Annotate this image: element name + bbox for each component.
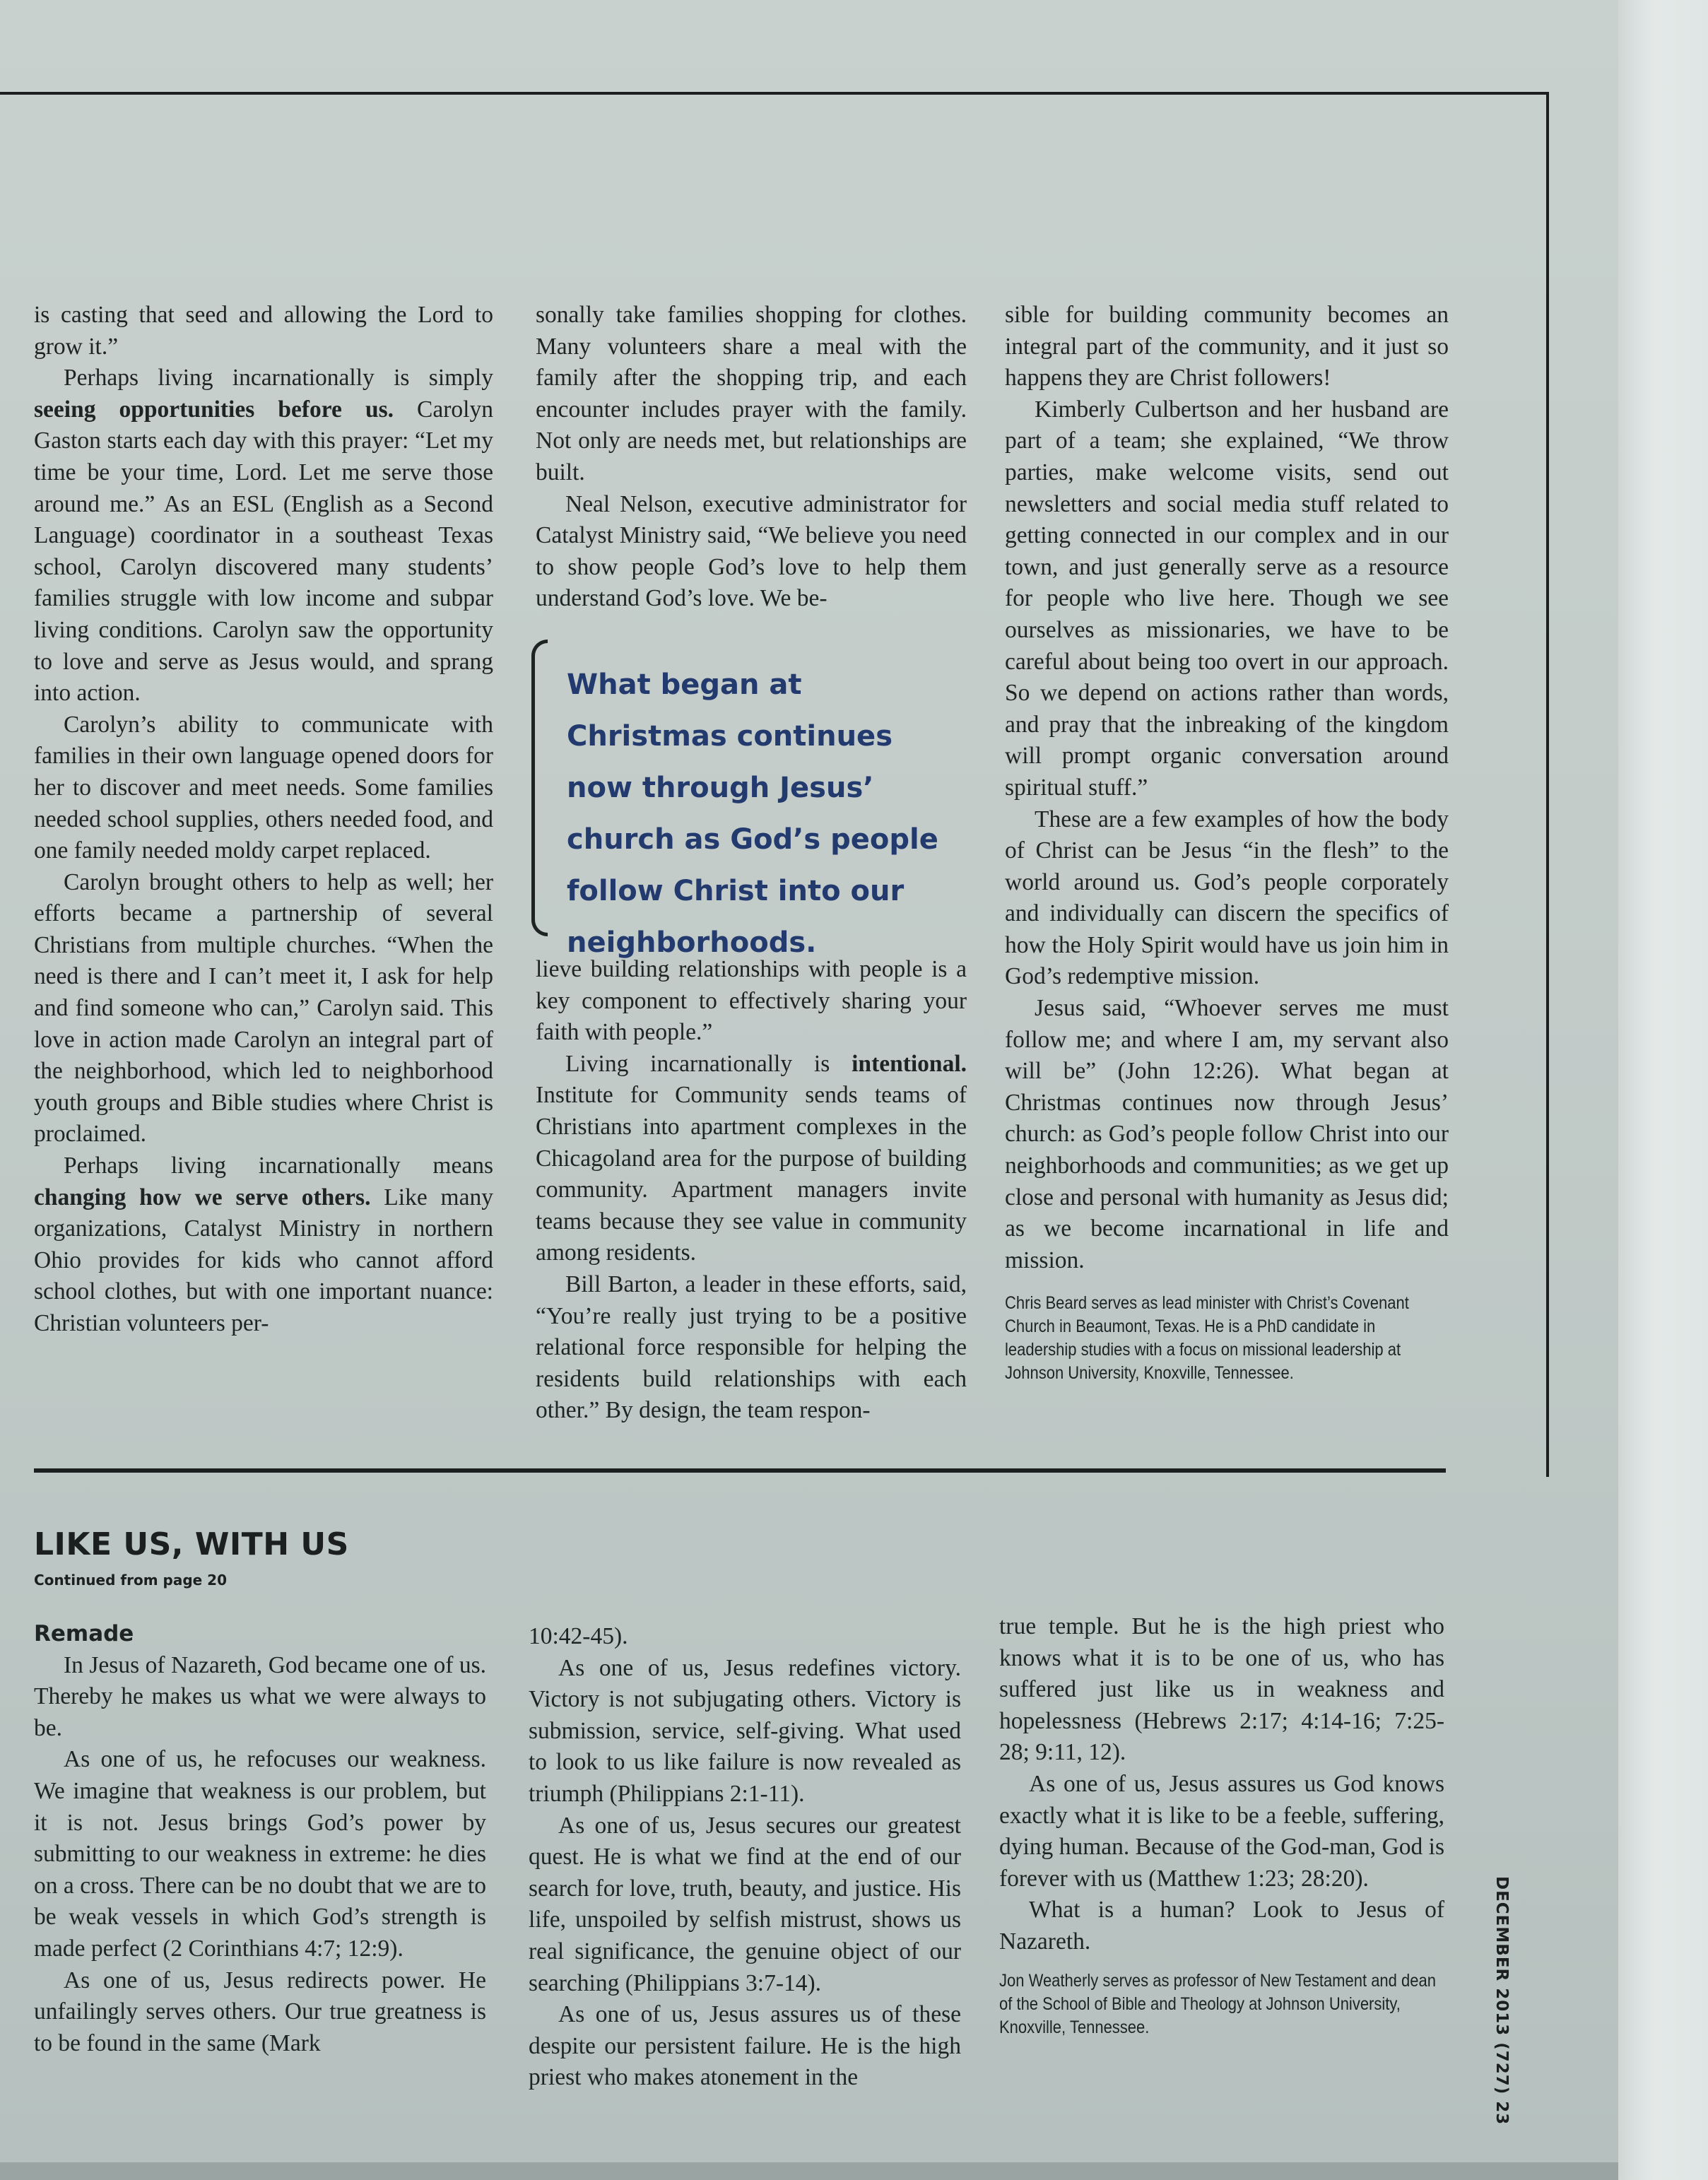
paragraph	[34, 363, 493, 709]
paragraph: What is a human? Look to Jesus of Nazareth.	[999, 1897, 1444, 1955]
top-article-column-2-lower	[536, 954, 967, 1427]
text-run: Institute for Community sends teams of Christians into apartment complexes in the Chicagoland area for the purpose of building community. Apartment managers invite teams because they see value in community among residents.	[536, 1082, 967, 1266]
paragraph: Neal Nelson, executive administrator for Catalyst Ministry said, “We believe you need to show people God’s love to help them understand God’s love. We be-	[536, 490, 967, 612]
text-run: Like many organizations, Catalyst Ministry in northern Ohio provides for kids who cannot afford school clothes, but with one important nuance: Christian volunteers per-	[34, 1184, 493, 1336]
paragraph: Bill Barton, a leader in these efforts, said, “You’re really just trying to be a positive relational force responsible for helping the residents build relationships with each other.” By design, the team respon-	[536, 1271, 967, 1424]
paragraph: true temple. But he is the high priest who knows what it is to be one of us, who has suffered just like us in weakness and hopelessness (Hebrews 2:17; 4:14-16; 7:25-28; 9:11, 12).	[999, 1613, 1444, 1766]
text-run: Living incarnationally is	[565, 1050, 830, 1077]
paragraph: As one of us, Jesus redefines victory. Victory is not subjugating others. Victory is submission, service, self-giving. What used to look to us like failure is now revealed as triumph (Philippians 2:1-11).	[529, 1654, 961, 1807]
bold-phrase: intentional.	[852, 1050, 967, 1077]
continued-note: Continued from page 20	[34, 1572, 227, 1589]
bottom-article-column-2	[529, 1621, 961, 2094]
paragraph: In Jesus of Nazareth, God became one of us. Thereby he makes us what we were always to be.	[34, 1651, 486, 1741]
paragraph: As one of us, he refocuses our weakness. We imagine that weakness is our problem, but it is not. Jesus brings God’s power by submitting to our weakness in extreme: he dies on a cross. There can be no doubt that we are to be weak vessels in which God’s strength is made perfect (2 Corinthians 4:7; 12:9).	[34, 1746, 486, 1962]
page-folio	[1483, 1876, 1525, 2126]
bold-phrase: seeing opportunities before us.	[34, 396, 394, 423]
section-divider	[34, 1468, 1446, 1473]
paragraph: As one of us, Jesus redirects power. He unfailingly serves others. Our true greatness is to be found in the same (Mark	[34, 1967, 486, 2056]
top-article-column-3	[1005, 300, 1449, 1385]
subhead: Remade	[34, 1621, 134, 1646]
top-article-column-2-upper	[536, 300, 967, 615]
page-bottom-edge	[0, 2162, 1618, 2180]
pull-quote-text: What began at Christmas continues now through Jesus’ church as God’s people follow Christ into our neighborhoods.	[567, 668, 938, 959]
paragraph: sonally take families shopping for clothes. Many volunteers share a meal with the family after the shopping trip, and each encounter includes prayer with the family. Not only are needs met, but relationships are built.	[536, 302, 967, 485]
bottom-article-column-1	[34, 1618, 486, 2059]
paragraph	[34, 1150, 493, 1340]
paragraph: As one of us, Jesus assures us of these despite our persistent failure. He is the high priest who makes atonement in the	[529, 2001, 961, 2091]
paragraph: 10:42-45).	[529, 1623, 628, 1649]
bold-phrase: changing how we serve others.	[34, 1184, 371, 1210]
section-title: LIKE US, WITH US	[34, 1526, 349, 1562]
author-bio: Jon Weatherly serves as professor of New Testament and dean of the School of Bible and Theology at Johnson University, Knoxville, Tennessee.	[999, 1970, 1436, 2037]
top-border-rule	[0, 92, 1549, 95]
folio-text: DECEMBER 2013 (727) 23	[1492, 1876, 1511, 2126]
text-run: Carolyn Gaston starts each day with this prayer: “Let my time be your time, Lord. Let me serve those around me.” As an ESL (English as a Second Language) coordinator in a southeast Texas school, Carolyn discovered many students’ families struggle with low income and subpar living conditions. Carolyn saw the opportunity to love and serve as Jesus would, and sprang into action.	[34, 396, 493, 707]
paragraph: is casting that seed and allowing the Lord to grow it.”	[34, 302, 493, 360]
pull-quote	[531, 640, 948, 959]
pull-quote-bracket	[531, 640, 548, 936]
author-bio: Chris Beard serves as lead minister with Christ’s Covenant Church in Beaumont, Texas. He is a PhD candidate in leadership studies with a focus on missional leadership at Johnson University, Knoxville, Tennessee.	[1005, 1293, 1409, 1384]
top-article-column-1	[34, 300, 493, 1340]
paragraph: These are a few examples of how the body of Christ can be Jesus “in the flesh” to the world around us. God’s people corporately and individually can discern the specifics of how the Holy Spirit would have us join him in God’s redemptive mission.	[1005, 806, 1449, 990]
paragraph	[536, 1049, 967, 1269]
text-run: Perhaps living incarnationally is simply	[64, 365, 493, 391]
paragraph: lieve building relationships with people is a key component to effectively sharing your faith with people.”	[536, 956, 967, 1046]
right-border-rule	[1546, 92, 1549, 1477]
paragraph: Kimberly Culbertson and her husband are part of a team; she explained, “We throw parties, make welcome visits, send out newsletters and social media stuff related to getting connected in our complex and in our town, and just generally serve as a resource for people who live here. Though we see ourselves as missionaries, we have to be careful about being too overt in our approach. So we depend on actions rather than words, and pray that the inbreaking of the kingdom will prompt organic conversation around spiritual stuff.”	[1005, 396, 1449, 801]
paragraph: As one of us, Jesus secures our greatest quest. He is what we find at the end of our search for love, truth, beauty, and justice. His life, unspoiled by selfish mistrust, shows us real significance, the genuine object of our searching (Philippians 3:7-14).	[529, 1812, 961, 1996]
paragraph: Carolyn’s ability to communicate with families in their own language opened doors for her to discover and meet needs. Some families needed school supplies, others needed food, and one family needed moldy carpet replaced.	[34, 711, 493, 864]
paragraph: As one of us, Jesus assures us God knows exactly what it is like to be a feeble, suffering, dying human. Because of the God-man, God is forever with us (Matthew 1:23; 28:20).	[999, 1770, 1444, 1892]
bottom-article-column-3	[999, 1611, 1444, 2039]
paragraph: Carolyn brought others to help as well; her efforts became a partnership of several Christians from multiple churches. “When the need is there and I can’t meet it, I ask for help and find someone who can,” Carolyn said. This love in action made Carolyn an integral part of the neighborhood, which led to neighborhood youth groups and Bible studies where Christ is proclaimed.	[34, 868, 493, 1148]
text-run: Perhaps living incarnationally means	[64, 1153, 493, 1179]
next-page-edge	[1618, 0, 1708, 2180]
paragraph: Jesus said, “Whoever serves me must follow me; and where I am, my servant also will be” (John 12:26). What began at Christmas continues now through Jesus’ church: as God’s people follow Christ into our neighborhoods and communities; as we get up close and personal with humanity as Jesus did; as we become incarnational in life and mission.	[1005, 995, 1449, 1273]
paragraph: sible for building community becomes an integral part of the community, and it just so happens they are Christ followers!	[1005, 302, 1449, 391]
